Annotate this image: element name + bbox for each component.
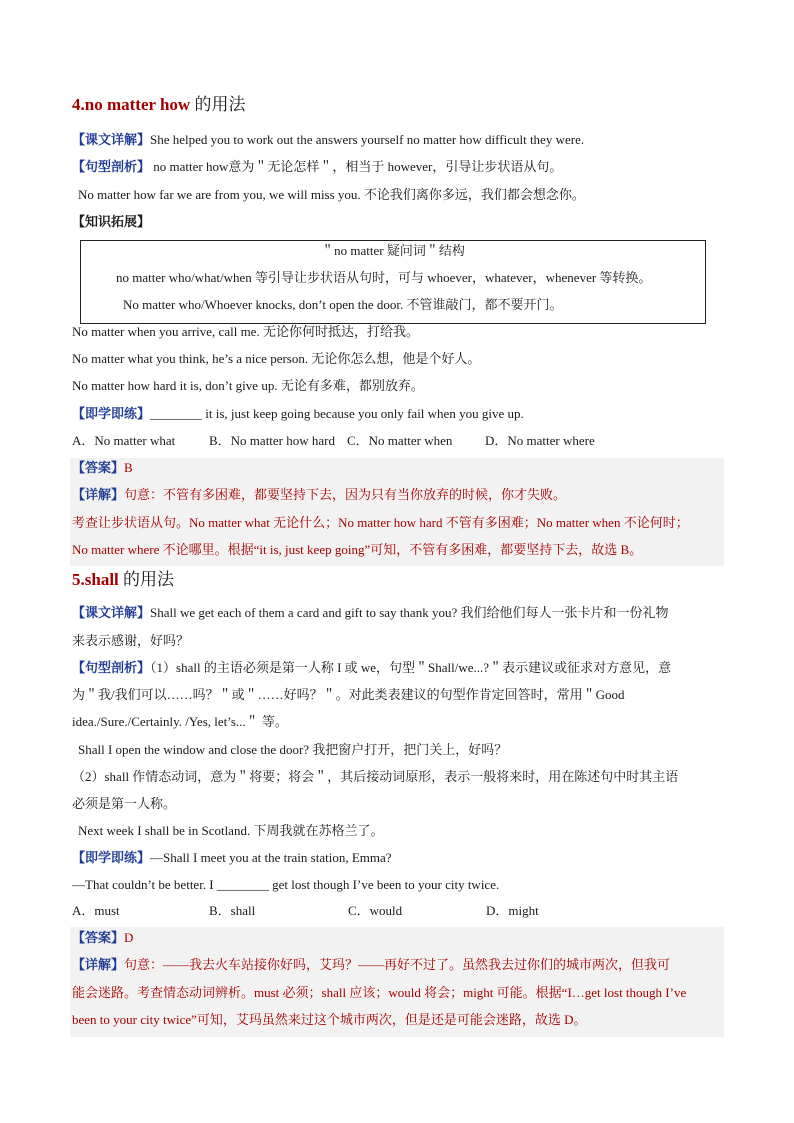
answer-value: D: [124, 930, 134, 945]
detail-text: 考查让步状语从句。No matter what 无论什么；No matter how hard 不管有多困难；No matter when 不论何时；: [72, 515, 689, 530]
example-sentence: Shall I open the window and close the door? 我把窗户打开，把门关上，好吗？: [78, 742, 508, 757]
option-c[interactable]: C．No matter when: [347, 433, 453, 448]
detail-text: No matter where 不论哪里。根据“it is, just keep going”可知，不管有多困难，都要坚持下去，故选 B。: [72, 542, 643, 557]
answer-tag: 【答案】: [72, 460, 125, 475]
option-d[interactable]: D．No matter where: [485, 433, 595, 448]
section4-heading-num: 4.no matter how: [72, 95, 191, 114]
answer-value: B: [124, 460, 133, 475]
section5-heading-cn: 的用法: [118, 570, 175, 589]
text-body: Shall we get each of them a card and gift to say thank you? 我们给他们每人一张卡片和一份礼物: [150, 605, 669, 620]
pattern-tag: 【句型剖析】: [72, 660, 151, 675]
text-tag: 【课文详解】: [72, 132, 151, 147]
answer-tag: 【答案】: [72, 930, 125, 945]
pattern-body: （2）shall 作情态动词，意为＂将要；将会＂，其后接动词原形，表示一般将来时，用在陈述句中时其主语: [72, 769, 679, 784]
example-sentence: Next week I shall be in Scotland. 下周我就在苏格兰了。: [78, 823, 384, 838]
section4-pattern-row: [72, 158, 562, 176]
example-sentence: No matter when you arrive, call me. 无论你何时抵达，打给我。: [72, 324, 419, 339]
example-sentence: No matter how hard it is, don’t give up. 无论有多难，都别放弃。: [72, 378, 424, 393]
text-body: She helped you to work out the answers yourself no matter how difficult they were.: [150, 132, 585, 147]
extension-tag: 【知识拓展】: [72, 214, 151, 229]
section5-pattern-row: [72, 659, 671, 677]
section5-heading: [72, 571, 174, 589]
box-title: ＂no matter 疑问词＂结构: [321, 243, 465, 258]
pattern-body: 为＂我/我们可以……吗？＂或＂……好吗？＂。对此类表建议的句型作肯定回答时，常用＂Good: [72, 687, 625, 702]
text-tag: 【课文详解】: [72, 605, 151, 620]
example-sentence: No matter what you think, he’s a nice person. 无论你怎么想，他是个好人。: [72, 351, 481, 366]
text-body-cont: 来表示感谢，好吗？: [72, 633, 190, 648]
option-a[interactable]: A．No matter what: [72, 433, 176, 448]
pattern-body: （1）shall 的主语必须是第一人称 I 或 we，句型＂Shall/we...?＂表示建议或征求对方意见，意: [150, 660, 672, 675]
box-line: no matter who/what/when 等引导让步状语从句时，可与 whoever，whatever，whenever 等转换。: [116, 270, 652, 285]
detail-tag: 【详解】: [72, 487, 125, 502]
section5-detail-row: [72, 956, 670, 974]
detail-text: been to your city twice”可知，艾玛虽然来过这个城市两次，但是还是可能会迷路，故选 D。: [72, 1012, 587, 1027]
detail-text: 能会迷路。考查情态动词辨析。must 必须；shall 应该；would 将会；might 可能。根据“I…get lost though I’ve: [72, 985, 687, 1000]
knowledge-box: [80, 240, 706, 324]
section5-answer-row: [72, 929, 133, 947]
section5-text-row: [72, 604, 668, 622]
option-a[interactable]: A．must: [72, 903, 120, 918]
section4-detail-row: [72, 486, 566, 504]
section4-practice-row: [72, 405, 524, 423]
section4-heading-cn: 的用法: [190, 95, 246, 114]
practice-question: —Shall I meet you at the train station, Emma?: [150, 850, 392, 865]
pattern-body: 必须是第一人称。: [72, 796, 177, 811]
detail-text: 句意：——我去火车站接你好吗，艾玛？——再好不过了。虽然我去过你们的城市两次，但我可: [124, 957, 671, 972]
section4-text-row: [72, 131, 584, 149]
practice-tag: 【即学即练】: [72, 406, 151, 421]
practice-question: —That couldn’t be better. I ________ get lost though I’ve been to your city twice.: [72, 877, 500, 892]
practice-question: ________ it is, just keep going because you only fail when you give up.: [150, 406, 524, 421]
pattern-body: idea./Sure./Certainly. /Yes, let’s...＂ 等。: [72, 714, 288, 729]
pattern-body: no matter how意为＂无论怎样＂，相当于 however，引导让步状语从句。: [150, 159, 563, 174]
section4-options: A．No matter what B．No matter how hard: [72, 433, 336, 448]
option-b[interactable]: B．shall: [209, 903, 256, 918]
section4-answer-row: [72, 459, 133, 477]
detail-tag: 【详解】: [72, 957, 125, 972]
box-example: No matter who/Whoever knocks, don’t open the door. 不管谁敲门，都不要开门。: [123, 297, 563, 312]
example-sentence: No matter how far we are from you, we will miss you. 不论我们离你多远，我们都会想念你。: [78, 187, 585, 202]
option-c[interactable]: C．would: [348, 903, 403, 918]
section5-heading-num: 5.shall: [72, 570, 119, 589]
practice-tag: 【即学即练】: [72, 850, 151, 865]
option-d[interactable]: D．might: [486, 903, 539, 918]
section5-practice-row: [72, 849, 392, 867]
pattern-tag: 【句型剖析】: [72, 159, 151, 174]
detail-text: 句意：不管有多困难，都要坚持下去，因为只有当你放弃的时候，你才失败。: [124, 487, 567, 502]
section4-heading: [72, 96, 245, 114]
